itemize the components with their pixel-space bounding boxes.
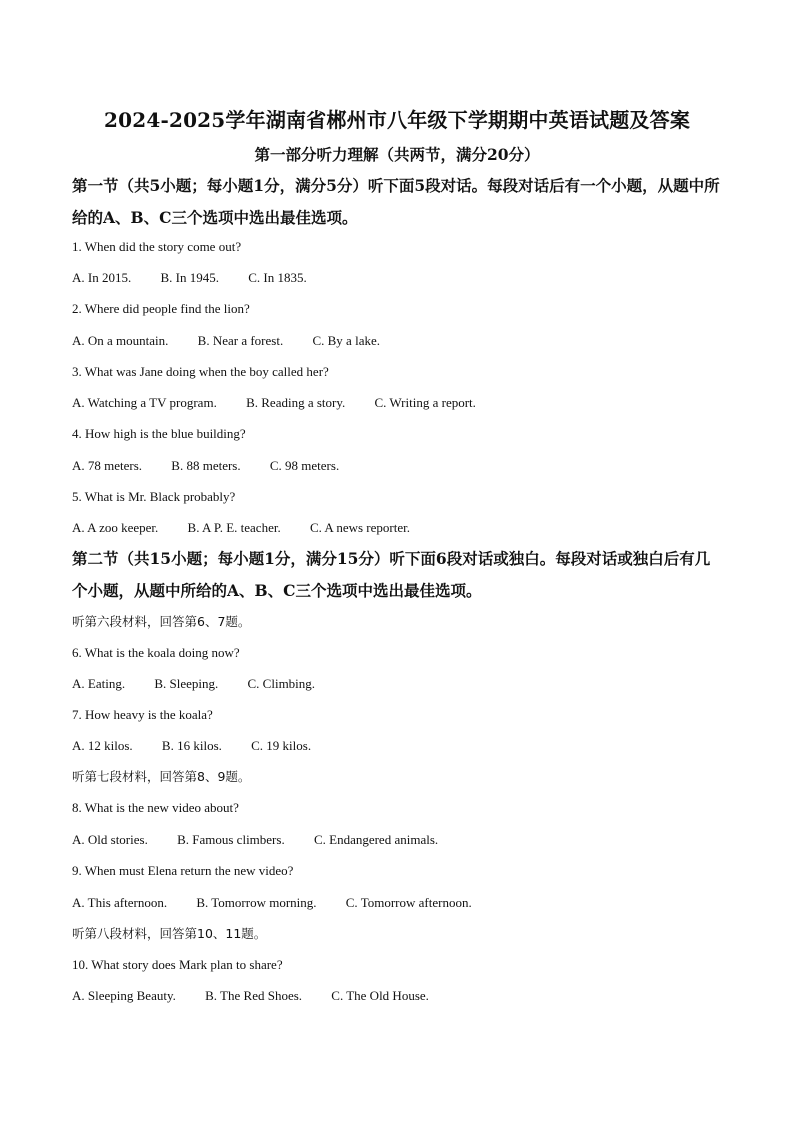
- option-a: A. Eating.: [72, 676, 126, 691]
- option-a: A. A zoo keeper.: [72, 520, 159, 535]
- options-5: [72, 519, 732, 537]
- question-4: 4. How high is the blue building?: [72, 426, 246, 441]
- option-c: C. The Old House.: [331, 988, 429, 1003]
- option-a: A. In 2015.: [72, 270, 132, 285]
- part-title: 第一部分听力理解（共两节，满分20分）: [254, 145, 540, 164]
- options-1: [72, 269, 732, 287]
- option-a: A. Watching a TV program.: [72, 395, 217, 410]
- question-8: 8. What is the new video about?: [72, 800, 239, 815]
- option-a: A. On a mountain.: [72, 333, 169, 348]
- option-c: C. A news reporter.: [309, 520, 410, 535]
- listening-note-10-11: 听第八段材料，回答第10、11题。: [72, 926, 267, 941]
- listening-note-8-9: 听第七段材料，回答第8、9题。: [72, 769, 251, 784]
- options-10: [72, 987, 732, 1005]
- option-b: B. Sleeping.: [154, 676, 219, 691]
- option-b: B. Reading a story.: [246, 395, 346, 410]
- option-c: C. Tomorrow afternoon.: [345, 895, 472, 910]
- option-a: A. Old stories.: [72, 832, 148, 847]
- options-9: [72, 894, 732, 912]
- option-a: A. Sleeping Beauty.: [72, 988, 176, 1003]
- document-title: 2024-2025学年湖南省郴州市八年级下学期期中英语试题及答案: [103, 108, 691, 132]
- question-3: 3. What was Jane doing when the boy called her?: [72, 364, 329, 379]
- option-b: B. The Red Shoes.: [205, 988, 303, 1003]
- option-b: B. 16 kilos.: [161, 738, 222, 753]
- option-c: C. In 1835.: [248, 270, 307, 285]
- option-c: C. By a lake.: [312, 333, 380, 348]
- options-6: [72, 675, 732, 693]
- options-4: [72, 457, 732, 475]
- option-c: C. Endangered animals.: [313, 832, 439, 847]
- option-a: A. 12 kilos.: [72, 738, 133, 753]
- question-7: 7. How heavy is the koala?: [72, 707, 213, 722]
- listening-note-6-7: 听第六段材料，回答第6、7题。: [72, 614, 251, 629]
- question-5: 5. What is Mr. Black probably?: [72, 489, 236, 504]
- options-3: [72, 394, 732, 412]
- option-c: C. Climbing.: [247, 676, 316, 691]
- option-c: C. 19 kilos.: [251, 738, 312, 753]
- option-c: C. 98 meters.: [269, 458, 340, 473]
- option-b: B. Famous climbers.: [177, 832, 285, 847]
- option-a: A. This afternoon.: [72, 895, 168, 910]
- options-8: [72, 831, 732, 849]
- options-2: [72, 332, 732, 350]
- option-b: B. Near a forest.: [197, 333, 284, 348]
- option-b: B. 88 meters.: [171, 458, 241, 473]
- question-1: 1. When did the story come out?: [72, 239, 242, 254]
- option-b: B. In 1945.: [160, 270, 219, 285]
- question-10: 10. What story does Mark plan to share?: [72, 957, 283, 972]
- question-6: 6. What is the koala doing now?: [72, 645, 240, 660]
- section2-heading: 第二节（共15小题；每小题1分，满分15分）听下面6段对话或独白。每段对话或独白后有几个小题，从题中所给的A、B、C三个选项中选出最佳选项。: [72, 549, 711, 600]
- option-b: B. A P. E. teacher.: [187, 520, 281, 535]
- option-c: C. Writing a report.: [374, 395, 476, 410]
- option-b: B. Tomorrow morning.: [196, 895, 317, 910]
- option-a: A. 78 meters.: [72, 458, 143, 473]
- question-2: 2. Where did people find the lion?: [72, 301, 250, 316]
- question-9: 9. When must Elena return the new video?: [72, 863, 294, 878]
- options-7: [72, 737, 732, 755]
- section1-heading: 第一节（共5小题；每小题1分，满分5分）听下面5段对话。每段对话后有一个小题，从题中所给的A、B、C三个选项中选出最佳选项。: [72, 176, 720, 227]
